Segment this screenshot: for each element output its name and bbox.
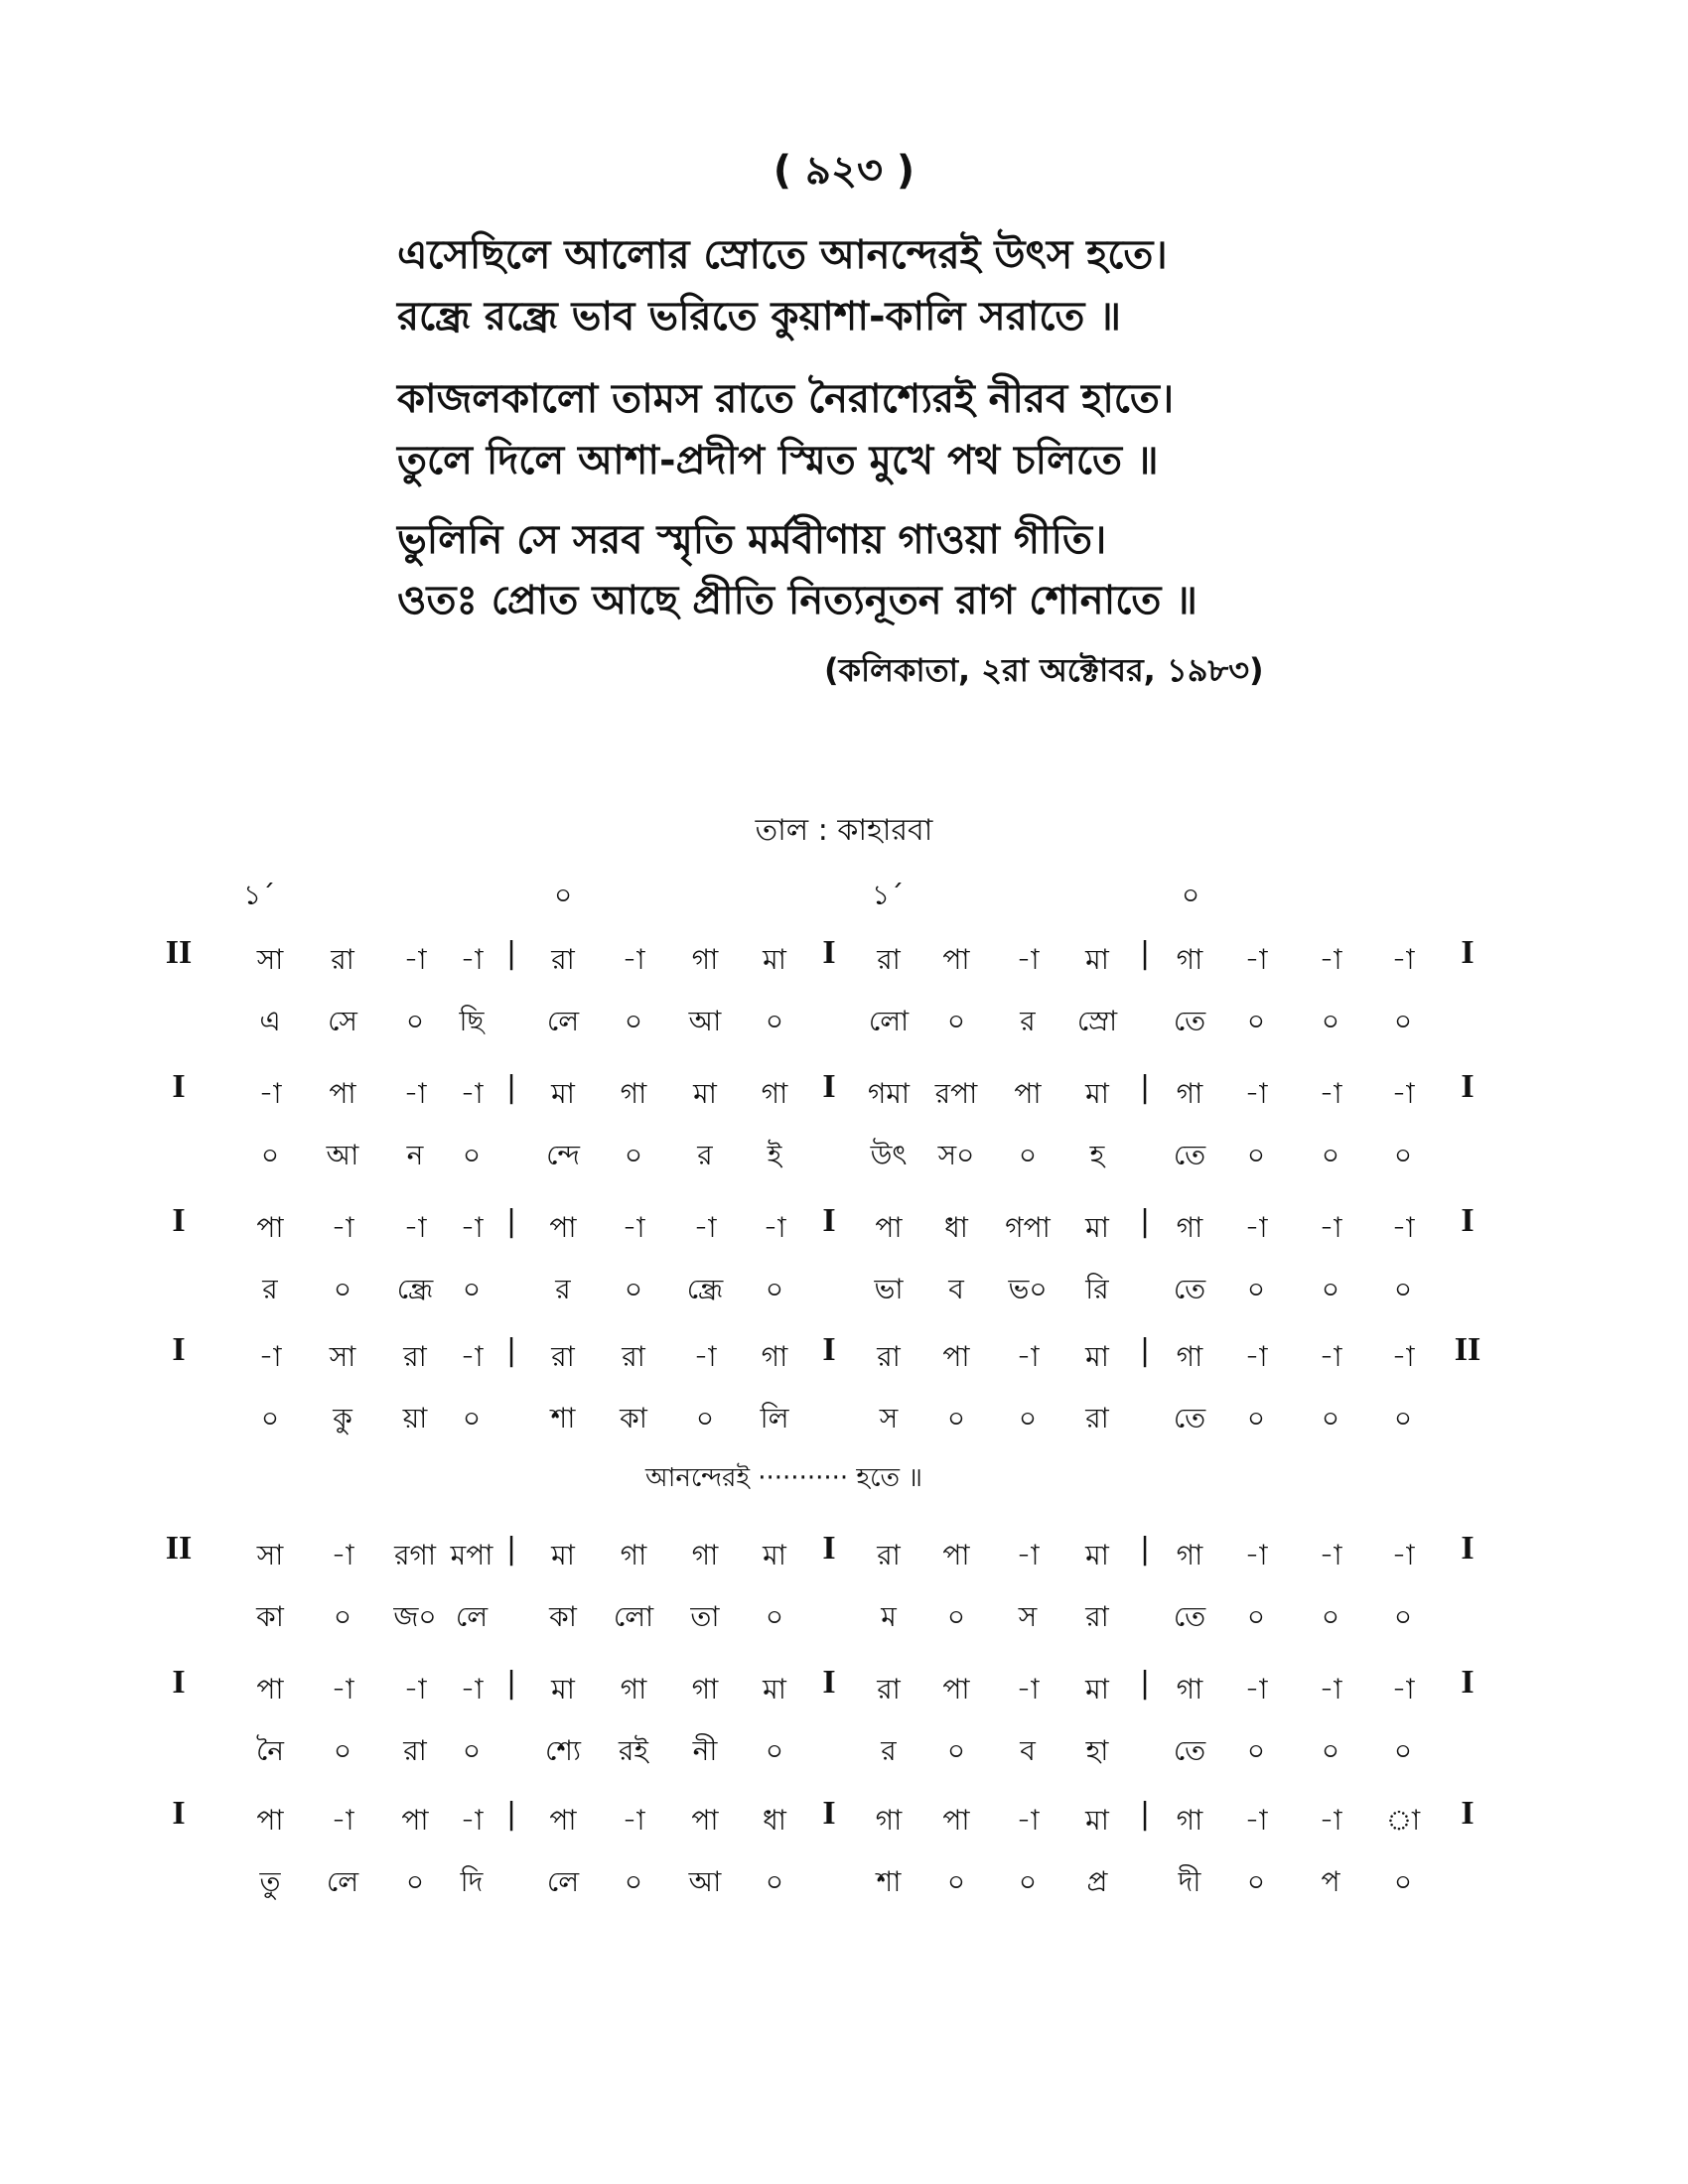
lyric-syllable: এ [259, 1005, 281, 1037]
lyric-syllable: ব [1020, 1734, 1036, 1767]
bar-line-end: I [1461, 1664, 1475, 1701]
lyric-syllable: ০ [1393, 1273, 1413, 1305]
lyric-syllable: ০ [1018, 1139, 1038, 1171]
swara-note: -া [1244, 1340, 1268, 1373]
lyric-syllable: ০ [1393, 1734, 1413, 1767]
swara-note: পা [942, 1673, 970, 1706]
lyric-syllable: স্রো [1076, 1005, 1118, 1037]
swara-note: -া [1244, 1804, 1268, 1837]
swara-note: -া [1319, 1539, 1342, 1571]
tala-heading: তাল : কাহারবা [755, 813, 933, 848]
swara-note: -া [1391, 1340, 1415, 1373]
lyric-syllable: ন্দে [546, 1139, 580, 1171]
beat-separator: | [1139, 1204, 1151, 1239]
swara-note: -া [460, 1673, 484, 1706]
lyric-syllable: শা [550, 1402, 576, 1434]
lyric-syllable: ব [948, 1273, 964, 1305]
swara-note: -া [460, 1340, 484, 1373]
swara-note: গা [1176, 1340, 1203, 1373]
swara-note: পা [1014, 1077, 1042, 1110]
swara-note: -া [1016, 943, 1040, 976]
lyric-syllable: ন্ধ্রে [686, 1273, 724, 1305]
lyric-line: তুলে দিলে আশা-প্রদীপ স্মিত মুখে পথ চলিতে ॥ [397, 438, 1159, 483]
beat-separator: | [1139, 1070, 1151, 1105]
lyric-syllable: লো [868, 1005, 910, 1037]
beat-separator: | [505, 1532, 517, 1567]
lyric-line: এসেছিলে আলোর স্রোতে আনন্দেরই উৎস হতে। [397, 232, 1168, 278]
lyric-syllable: ন্ধ্রে [396, 1273, 434, 1305]
swara-note: -া [460, 1211, 484, 1244]
lyric-syllable: কু [333, 1402, 352, 1434]
beat-separator: | [505, 1797, 517, 1832]
swara-note: -া [403, 1077, 427, 1110]
swara-note: গা [620, 1077, 647, 1110]
lyric-syllable: হা [1085, 1734, 1109, 1767]
swara-note: মা [1085, 1211, 1109, 1244]
swara-note: গা [1176, 943, 1203, 976]
swara-note: রা [331, 943, 354, 976]
beat-separator: | [1139, 1532, 1151, 1567]
song-number: ( ৯২৩ ) [773, 148, 915, 194]
swara-note: পা [256, 1673, 284, 1706]
swara-note: গা [1176, 1804, 1203, 1837]
swara-note: -া [403, 1673, 427, 1706]
swara-note: পা [875, 1211, 903, 1244]
source-note: (কলিকাতা, ২রা অক্টোবর, ১৯৮৩) [824, 651, 1264, 689]
swara-note: -া [403, 1211, 427, 1244]
swara-note: -া [460, 1804, 484, 1837]
lyric-syllable: স [879, 1402, 899, 1434]
bar-line-start: II [165, 934, 193, 971]
lyric-syllable: ০ [1246, 1139, 1266, 1171]
lyric-syllable: ০ [765, 1273, 784, 1305]
lyric-syllable: ০ [1321, 1139, 1340, 1171]
bar-line-end: I [1461, 1202, 1475, 1239]
lyric-syllable: তা [690, 1600, 720, 1633]
lyric-syllable: ০ [333, 1600, 352, 1633]
lyric-syllable: ০ [624, 1273, 643, 1305]
beat-separator: | [1139, 1797, 1151, 1832]
swara-note: -া [1244, 1077, 1268, 1110]
lyric-syllable: লে [546, 1005, 580, 1037]
swara-note: -া [331, 1211, 354, 1244]
lyric-syllable: তে [1173, 1402, 1206, 1434]
beat-marker: ১´ [872, 879, 905, 911]
lyric-syllable: হ [1089, 1139, 1105, 1171]
swara-note: গা [620, 1539, 647, 1571]
lyric-syllable: আ [688, 1865, 722, 1898]
swara-note: -া [763, 1211, 786, 1244]
swara-note: রা [877, 1340, 901, 1373]
swara-note: মা [551, 1539, 575, 1571]
lyric-syllable: ০ [405, 1865, 425, 1898]
swara-note: -া [1244, 943, 1268, 976]
swara-note: রা [877, 943, 901, 976]
lyric-syllable: ০ [462, 1273, 482, 1305]
swara-note: -া [1319, 1673, 1342, 1706]
bar-line-mid: I [822, 1530, 836, 1567]
lyric-syllable: র [697, 1139, 713, 1171]
swara-note: গা [691, 943, 719, 976]
swara-note: মা [1085, 1673, 1109, 1706]
swara-note: মা [763, 943, 786, 976]
lyric-syllable: ০ [462, 1734, 482, 1767]
lyric-syllable: ০ [765, 1734, 784, 1767]
bar-line-start: I [172, 1331, 186, 1368]
swara-note: া [1385, 1804, 1421, 1837]
bar-line-start: I [172, 1795, 186, 1832]
lyric-syllable: র [262, 1273, 278, 1305]
bar-line-start: I [172, 1664, 186, 1701]
swara-note: ধা [944, 1211, 968, 1244]
lyric-syllable: র [555, 1273, 571, 1305]
beat-separator: | [505, 936, 517, 971]
lyric-syllable: ০ [946, 1600, 966, 1633]
lyric-syllable: ০ [1246, 1865, 1266, 1898]
lyric-syllable: ন [406, 1139, 424, 1171]
lyric-syllable: শা [876, 1865, 902, 1898]
swara-note: -া [460, 943, 484, 976]
swara-note: পা [401, 1804, 429, 1837]
beat-marker: ১´ [243, 879, 276, 911]
lyric-syllable: ০ [1321, 1734, 1340, 1767]
lyric-syllable: স [1018, 1600, 1038, 1633]
lyric-syllable: ০ [765, 1005, 784, 1037]
lyric-syllable: ০ [1393, 1865, 1413, 1898]
lyric-line: ওতঃ প্রোত আছে প্রীতি নিত্যনূতন রাগ শোনাতে ॥ [397, 578, 1197, 623]
swara-note: পা [942, 1804, 970, 1837]
lyric-line: ভুলিনি সে সরব স্মৃতি মর্মবীণায় গাওয়া গীতি। [397, 517, 1107, 563]
lyric-syllable: ০ [405, 1005, 425, 1037]
swara-note: গা [1176, 1673, 1203, 1706]
swara-note: -া [1319, 1077, 1342, 1110]
swara-note: -া [622, 1211, 645, 1244]
lyric-syllable: র [881, 1734, 897, 1767]
bar-line-start: I [172, 1068, 186, 1105]
swara-note: মা [1085, 1077, 1109, 1110]
lyric-syllable: নৈ [255, 1734, 285, 1767]
lyric-syllable: ০ [765, 1600, 784, 1633]
swara-note: -া [1016, 1340, 1040, 1373]
lyric-syllable: তু [259, 1865, 281, 1898]
swara-note: -া [1016, 1673, 1040, 1706]
lyric-syllable: ০ [695, 1402, 715, 1434]
swara-note: -া [460, 1077, 484, 1110]
lyric-syllable: ০ [1321, 1273, 1340, 1305]
lyric-syllable: ০ [1321, 1005, 1340, 1037]
lyric-syllable: ০ [624, 1005, 643, 1037]
swara-note: রা [877, 1539, 901, 1571]
lyric-syllable: ০ [1246, 1734, 1266, 1767]
lyric-syllable: লি [760, 1402, 789, 1434]
lyric-syllable: রা [1085, 1402, 1109, 1434]
swara-note: মা [693, 1077, 717, 1110]
swara-note: -া [1391, 943, 1415, 976]
swara-note: রা [551, 1340, 575, 1373]
swara-note: গা [691, 1673, 719, 1706]
lyric-syllable: য়া [402, 1402, 428, 1434]
swara-note: রপা [934, 1077, 978, 1110]
lyric-syllable: রা [403, 1734, 427, 1767]
lyric-syllable: ০ [1393, 1005, 1413, 1037]
lyric-syllable: ০ [1246, 1005, 1266, 1037]
swara-note: -া [331, 1804, 354, 1837]
lyric-syllable: ০ [624, 1139, 643, 1171]
lyric-syllable: তে [1173, 1734, 1206, 1767]
swara-note: সা [329, 1340, 356, 1373]
beat-separator: | [505, 1070, 517, 1105]
swara-note: রা [622, 1340, 645, 1373]
swara-note: মা [1085, 1539, 1109, 1571]
lyric-syllable: প [1321, 1865, 1340, 1898]
lyric-syllable: সে [328, 1005, 357, 1037]
lyric-syllable: ০ [462, 1402, 482, 1434]
swara-note: গা [691, 1539, 719, 1571]
swara-note: গপা [1005, 1211, 1051, 1244]
swara-note: গা [1176, 1539, 1203, 1571]
swara-note: গা [1176, 1211, 1203, 1244]
swara-note: -া [331, 1673, 354, 1706]
bar-line-mid: I [822, 1664, 836, 1701]
lyric-line: কাজলকালো তামস রাতে নৈরাশ্যেরই নীরব হাতে। [397, 376, 1175, 422]
bar-line-mid: I [822, 1202, 836, 1239]
swara-note: রগা [394, 1539, 436, 1571]
bar-line-start: II [165, 1530, 193, 1567]
lyric-syllable: লে [326, 1865, 359, 1898]
lyric-syllable: ০ [624, 1865, 643, 1898]
lyric-syllable: রি [1085, 1273, 1109, 1305]
swara-note: -া [331, 1539, 354, 1571]
lyric-syllable: ভা [874, 1273, 904, 1305]
lyric-syllable: তে [1173, 1139, 1206, 1171]
swara-note: গা [620, 1673, 647, 1706]
lyric-syllable: নী [692, 1734, 718, 1767]
beat-separator: | [505, 1333, 517, 1368]
swara-note: গা [761, 1340, 788, 1373]
swara-note: -া [1319, 1804, 1342, 1837]
swara-note: ধা [763, 1804, 786, 1837]
lyric-syllable: ০ [946, 1734, 966, 1767]
bar-line-end: I [1461, 1068, 1475, 1105]
lyric-syllable: ০ [1393, 1139, 1413, 1171]
lyric-syllable: র [1020, 1005, 1036, 1037]
swara-note: -া [258, 1077, 282, 1110]
lyric-syllable: দি [460, 1865, 484, 1898]
lyric-syllable: রা [1085, 1600, 1109, 1633]
bar-line-mid: I [822, 1068, 836, 1105]
swara-note: -া [622, 1804, 645, 1837]
lyric-syllable: কা [549, 1600, 577, 1633]
swara-note: -া [1016, 1804, 1040, 1837]
lyric-line: রন্ধ্রে রন্ধ্রে ভাব ভরিতে কুয়াশা-কালি সরাতে ॥ [397, 294, 1121, 340]
swara-note: রা [403, 1340, 427, 1373]
lyric-syllable: কা [620, 1402, 647, 1434]
lyric-syllable: তে [1173, 1005, 1206, 1037]
swara-note: গা [761, 1077, 788, 1110]
lyric-syllable: ০ [1246, 1600, 1266, 1633]
bar-line-mid: I [822, 1331, 836, 1368]
lyric-syllable: ০ [333, 1273, 352, 1305]
lyric-syllable: ০ [946, 1865, 966, 1898]
swara-note: পা [256, 1804, 284, 1837]
lyric-syllable: ০ [1393, 1402, 1413, 1434]
swara-note: -া [1244, 1673, 1268, 1706]
beat-separator: | [1139, 1333, 1151, 1368]
lyric-syllable: ০ [1321, 1402, 1340, 1434]
swara-note: মা [1085, 1340, 1109, 1373]
lyric-syllable: দী [1178, 1865, 1201, 1898]
bar-line-end: I [1461, 1795, 1475, 1832]
lyric-syllable: উৎ [870, 1139, 908, 1171]
swara-note: সা [256, 1539, 284, 1571]
beat-separator: | [505, 1666, 517, 1701]
swara-note: -া [1319, 1211, 1342, 1244]
lyric-syllable: লো [613, 1600, 654, 1633]
swara-note: -া [1016, 1539, 1040, 1571]
swara-note: সা [256, 943, 284, 976]
lyric-syllable: ভ০ [1008, 1273, 1048, 1305]
swara-note: পা [691, 1804, 719, 1837]
swara-note: মা [1085, 943, 1109, 976]
swara-note: -া [622, 943, 645, 976]
swara-note: মা [551, 1077, 575, 1110]
lyric-syllable: লে [546, 1865, 580, 1898]
swara-note: -া [1319, 943, 1342, 976]
beat-separator: | [505, 1204, 517, 1239]
beat-separator: | [1139, 1666, 1151, 1701]
lyric-syllable: জ০ [393, 1600, 437, 1633]
swara-note: -া [693, 1340, 717, 1373]
lyric-syllable: কা [256, 1600, 284, 1633]
swara-note: -া [1244, 1539, 1268, 1571]
lyric-syllable: ম [881, 1600, 897, 1633]
swara-note: মা [1085, 1804, 1109, 1837]
lyric-syllable: ই [767, 1139, 782, 1171]
beat-marker: ০ [1182, 879, 1200, 911]
swara-note: পা [942, 1340, 970, 1373]
swara-note: মা [763, 1539, 786, 1571]
swara-note: -া [1391, 1673, 1415, 1706]
bar-line-end: I [1461, 1530, 1475, 1567]
beat-separator: | [1139, 936, 1151, 971]
lyric-syllable: লে [455, 1600, 489, 1633]
swara-note: রা [551, 943, 575, 976]
lyric-syllable: ০ [1393, 1600, 1413, 1633]
refrain-note: আনন্দেরই ··········· হতে ॥ [645, 1463, 923, 1493]
lyric-syllable: আ [326, 1139, 359, 1171]
lyric-syllable: ০ [765, 1865, 784, 1898]
bar-line-mid: I [822, 934, 836, 971]
lyric-syllable: ০ [1246, 1273, 1266, 1305]
lyric-syllable: রই [619, 1734, 648, 1767]
swara-note: গমা [867, 1077, 911, 1110]
lyric-syllable: প্র [1086, 1865, 1108, 1898]
lyric-syllable: শ্যে [544, 1734, 582, 1767]
swara-note: গা [1176, 1077, 1203, 1110]
swara-note: পা [549, 1804, 577, 1837]
lyric-syllable: ০ [1018, 1865, 1038, 1898]
swara-note: -া [1391, 1539, 1415, 1571]
lyric-syllable: ০ [260, 1139, 280, 1171]
swara-note: -া [1319, 1340, 1342, 1373]
bar-line-start: I [172, 1202, 186, 1239]
lyric-syllable: ০ [333, 1734, 352, 1767]
lyric-syllable: আ [688, 1005, 722, 1037]
swara-note: পা [549, 1211, 577, 1244]
swara-note: গা [875, 1804, 903, 1837]
swara-note: -া [1391, 1077, 1415, 1110]
swara-note: -া [258, 1340, 282, 1373]
swara-note: -া [1244, 1211, 1268, 1244]
swara-note: পা [329, 1077, 356, 1110]
swara-note: -া [403, 943, 427, 976]
swara-note: পা [942, 943, 970, 976]
bar-line-end: II [1454, 1331, 1481, 1368]
lyric-syllable: ০ [1246, 1402, 1266, 1434]
lyric-syllable: ০ [1321, 1600, 1340, 1633]
beat-marker: ০ [554, 879, 573, 911]
lyric-syllable: তে [1173, 1600, 1206, 1633]
lyric-syllable: ০ [946, 1005, 966, 1037]
swara-note: মা [763, 1673, 786, 1706]
lyric-syllable: স০ [937, 1139, 975, 1171]
lyric-syllable: ০ [1018, 1402, 1038, 1434]
lyric-syllable: তে [1173, 1273, 1206, 1305]
lyric-syllable: ০ [260, 1402, 280, 1434]
lyric-syllable: ০ [946, 1402, 966, 1434]
lyric-syllable: ছি [459, 1005, 485, 1037]
swara-note: মপা [450, 1539, 493, 1571]
bar-line-mid: I [822, 1795, 836, 1832]
swara-note: পা [942, 1539, 970, 1571]
swara-note: পা [256, 1211, 284, 1244]
swara-note: মা [551, 1673, 575, 1706]
swara-note: রা [877, 1673, 901, 1706]
bar-line-end: I [1461, 934, 1475, 971]
lyric-syllable: ০ [462, 1139, 482, 1171]
swara-note: -া [1391, 1211, 1415, 1244]
swara-note: -া [693, 1211, 717, 1244]
